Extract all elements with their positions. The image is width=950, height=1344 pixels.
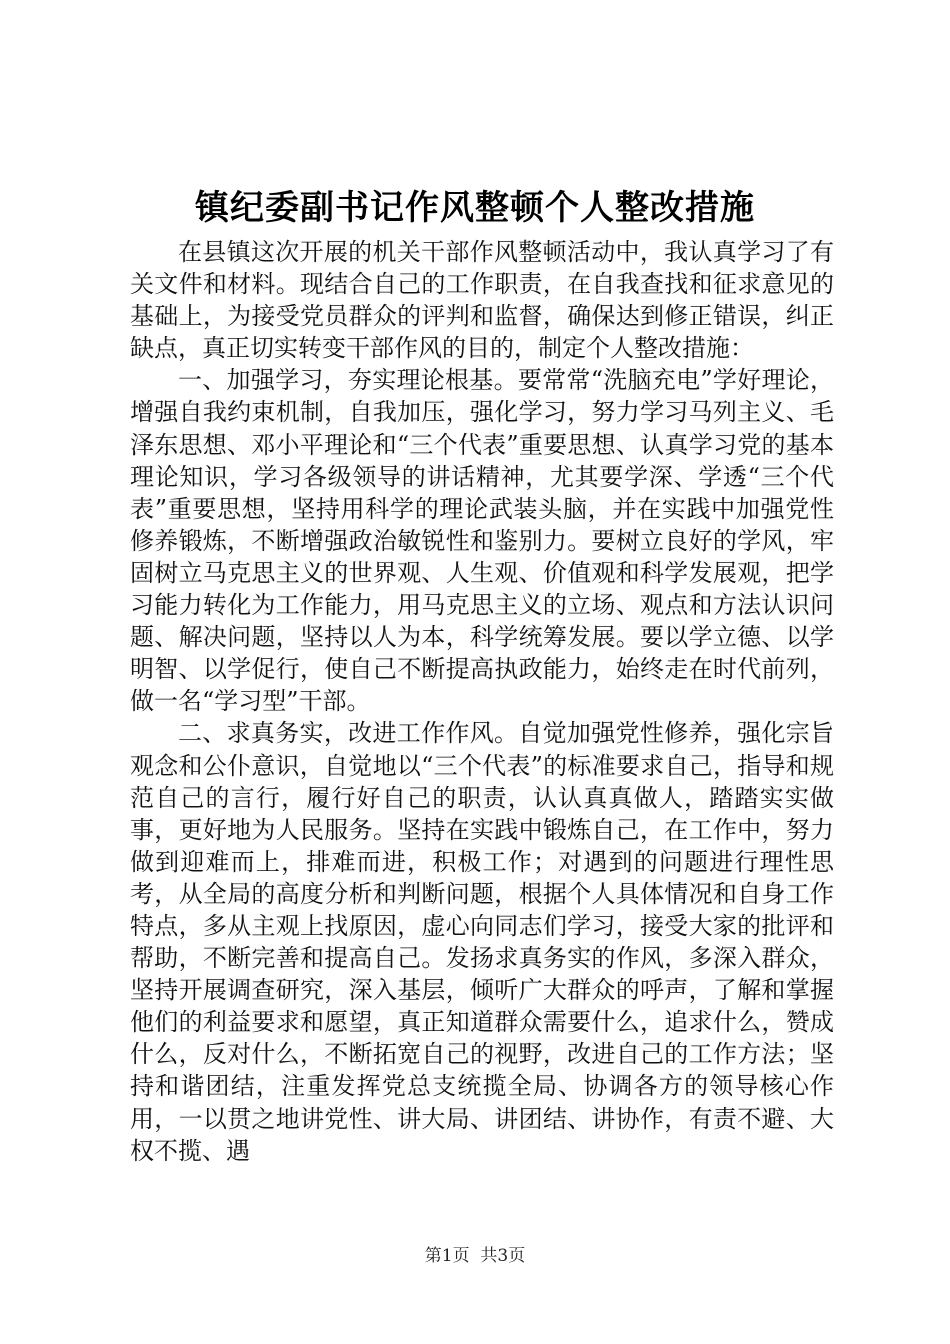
document-body <box>130 236 834 1167</box>
page-footer <box>0 1244 950 1268</box>
paragraph-intro: 在县镇这次开展的机关干部作风整顿活动中，我认真学习了有关文件和材料。现结合自己的工作职责，在自我查找和征求意见的基础上，为接受党员群众的评判和监督，确保达到修正错误，纠正缺点，真正切实转变干部作风的目的，制定个人整改措施： <box>130 238 834 363</box>
paragraph-section-1: 一、加强学习，夯实理论根基。要常常“洗脑充电”学好理论，增强自我约束机制，自我加压，强化学习，努力学习马列主义、毛泽东思想、邓小平理论和“三个代表”重要思想、认真学习党的基本理论知识，学习各级领导的讲话精神，尤其要学深、学透“三个代表”重要思想，坚持用科学的理论武装头脑，并在实践中加强党性修养锻炼，不断增强政治敏锐性和鉴别力。要树立良好的学风，牢固树立马克思主义的世界观、人生观、价值观和科学发展观，把学习能力转化为工作能力，用马克思主义的立场、观点和方法认识问题、解决问题，坚持以人为本，科学统筹发展。要以学立德、以学明智、以学促行，使自己不断提高执政能力，始终走在时代前列，做一名“学习型”干部。 <box>130 366 834 716</box>
document-title: 镇纪委副书记作风整顿个人整改措施 <box>195 188 755 228</box>
page-total: 共3页 <box>480 1246 526 1266</box>
page-number: 第1页 <box>424 1246 470 1266</box>
paragraph-section-2: 二、求真务实，改进工作作风。自觉加强党性修养，强化宗旨观念和公仆意识，自觉地以“三个代表”的标准要求自己，指导和规范自己的言行，履行好自己的职责，认认真真做人，踏踏实实做事，更好地为人民服务。坚持在实践中锻炼自己，在工作中，努力做到迎难而上，排难而进，积极工作；对遇到的问题进行理性思考，从全局的高度分析和判断问题，根据个人具体情况和自身工作特点，多从主观上找原因，虚心向同志们学习，接受大家的批评和帮助，不断完善和提高自己。发扬求真务实的作风，多深入群众，坚持开展调查研究，深入基层，倾听广大群众的呼声，了解和掌握他们的利益要求和愿望，真正知道群众需要什么，追求什么，赞成什么，反对什么，不断拓宽自己的视野，改进自己的工作方法；坚持和谐团结，注重发挥党总支统揽全局、协调各方的领导核心作用，一以贯之地讲党性、讲大局、讲团结、讲协作，有责不避、大权不揽、遇 <box>130 719 834 1165</box>
